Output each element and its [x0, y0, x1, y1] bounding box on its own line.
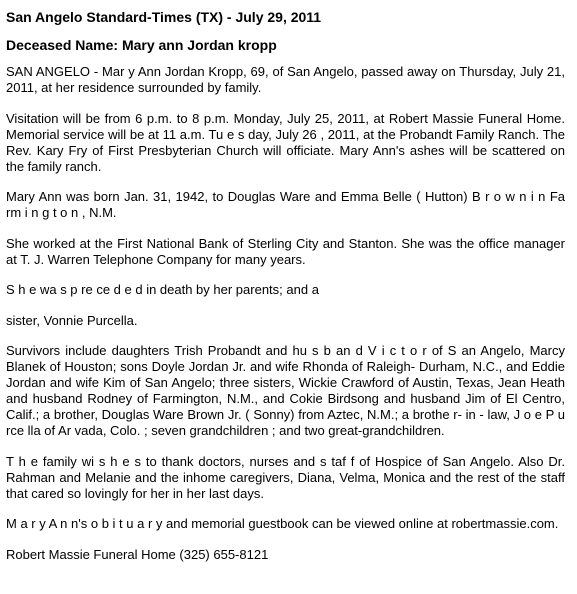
obituary-paragraph-services: Visitation will be from 6 p.m. to 8 p.m. Monday, July 25, 2011, at Robert Massie Funeral Home. Memorial service will be at 11 a.m. Tu e s day, July 26 , 2011, at the Probandt Family Ranch. The Rev. Kary Fry of First Presbyterian Church will officiate. Mary Ann's ashes will be scattered on the family ranch. [6, 110, 565, 174]
obituary-paragraph-birth: Mary Ann was born Jan. 31, 1942, to Douglas Ware and Emma Belle ( Hutton) B r o w n i n Fa rm i n g t o n , N.M. [6, 189, 565, 220]
obituary-paragraph-career: She worked at the First National Bank of Sterling City and Stanton. She was the office manager at T. J. Warren Telephone Company for many years. [6, 235, 565, 267]
obituary-paragraph-sister: sister, Vonnie Purcella. [6, 312, 138, 328]
funeral-home-contact: Robert Massie Funeral Home (325) 655-8121 [6, 546, 269, 562]
obituary-paragraph-thanks: T h e family wi s h e s to thank doctors, nurses and s taf f of Hospice of San Angelo. Also Dr. Rahman and Melanie and the inhome caregivers, Diana, Velma, Monica and the rest of the staff that cared so lovingly for her in her last days. [6, 453, 565, 501]
obituary-paragraph-intro: SAN ANGELO - Mar y Ann Jordan Kropp, 69, of San Angelo, passed away on Thursday, July 21, 2011, at her residence surrounded by family. [6, 64, 565, 95]
obituary-paragraph-guestbook: M a r y A n n's o b i t u a r y and memorial guestbook can be viewed online at robertmassie.com. [6, 516, 559, 531]
obituary-paragraph-preceded: S h e wa s p re ce d e d in death by her parents; and a [6, 282, 319, 297]
deceased-name-line: Deceased Name: Mary ann Jordan kropp [6, 37, 277, 53]
obituary-paragraph-survivors: Survivors include daughters Trish Probandt and hu s b an d V i c t o r of S an Angelo, Marcy Blanek of Houston; sons Doyle Jordan Jr. and wife Rhonda of Raleigh- Durham, N.C., and Eddie Jordan and wife Kim of San Angelo; three sisters, Wickie Crawford of Austin, Texas, Jean Heath and husband Rodney of Farmington, N.M., and Cokie Birdsong and husband Jim of El Centro, Calif.; a brother, Douglas Ware Brown Jr. ( Sonny) from Aztec, N.M.; a brothe r- in - law, J o e P u rce lla of Ar vada, Colo. ; seven grandchildren ; and two great-grandchildren. [6, 343, 565, 438]
source-line: San Angelo Standard-Times (TX) - July 29, 2011 [6, 9, 322, 25]
